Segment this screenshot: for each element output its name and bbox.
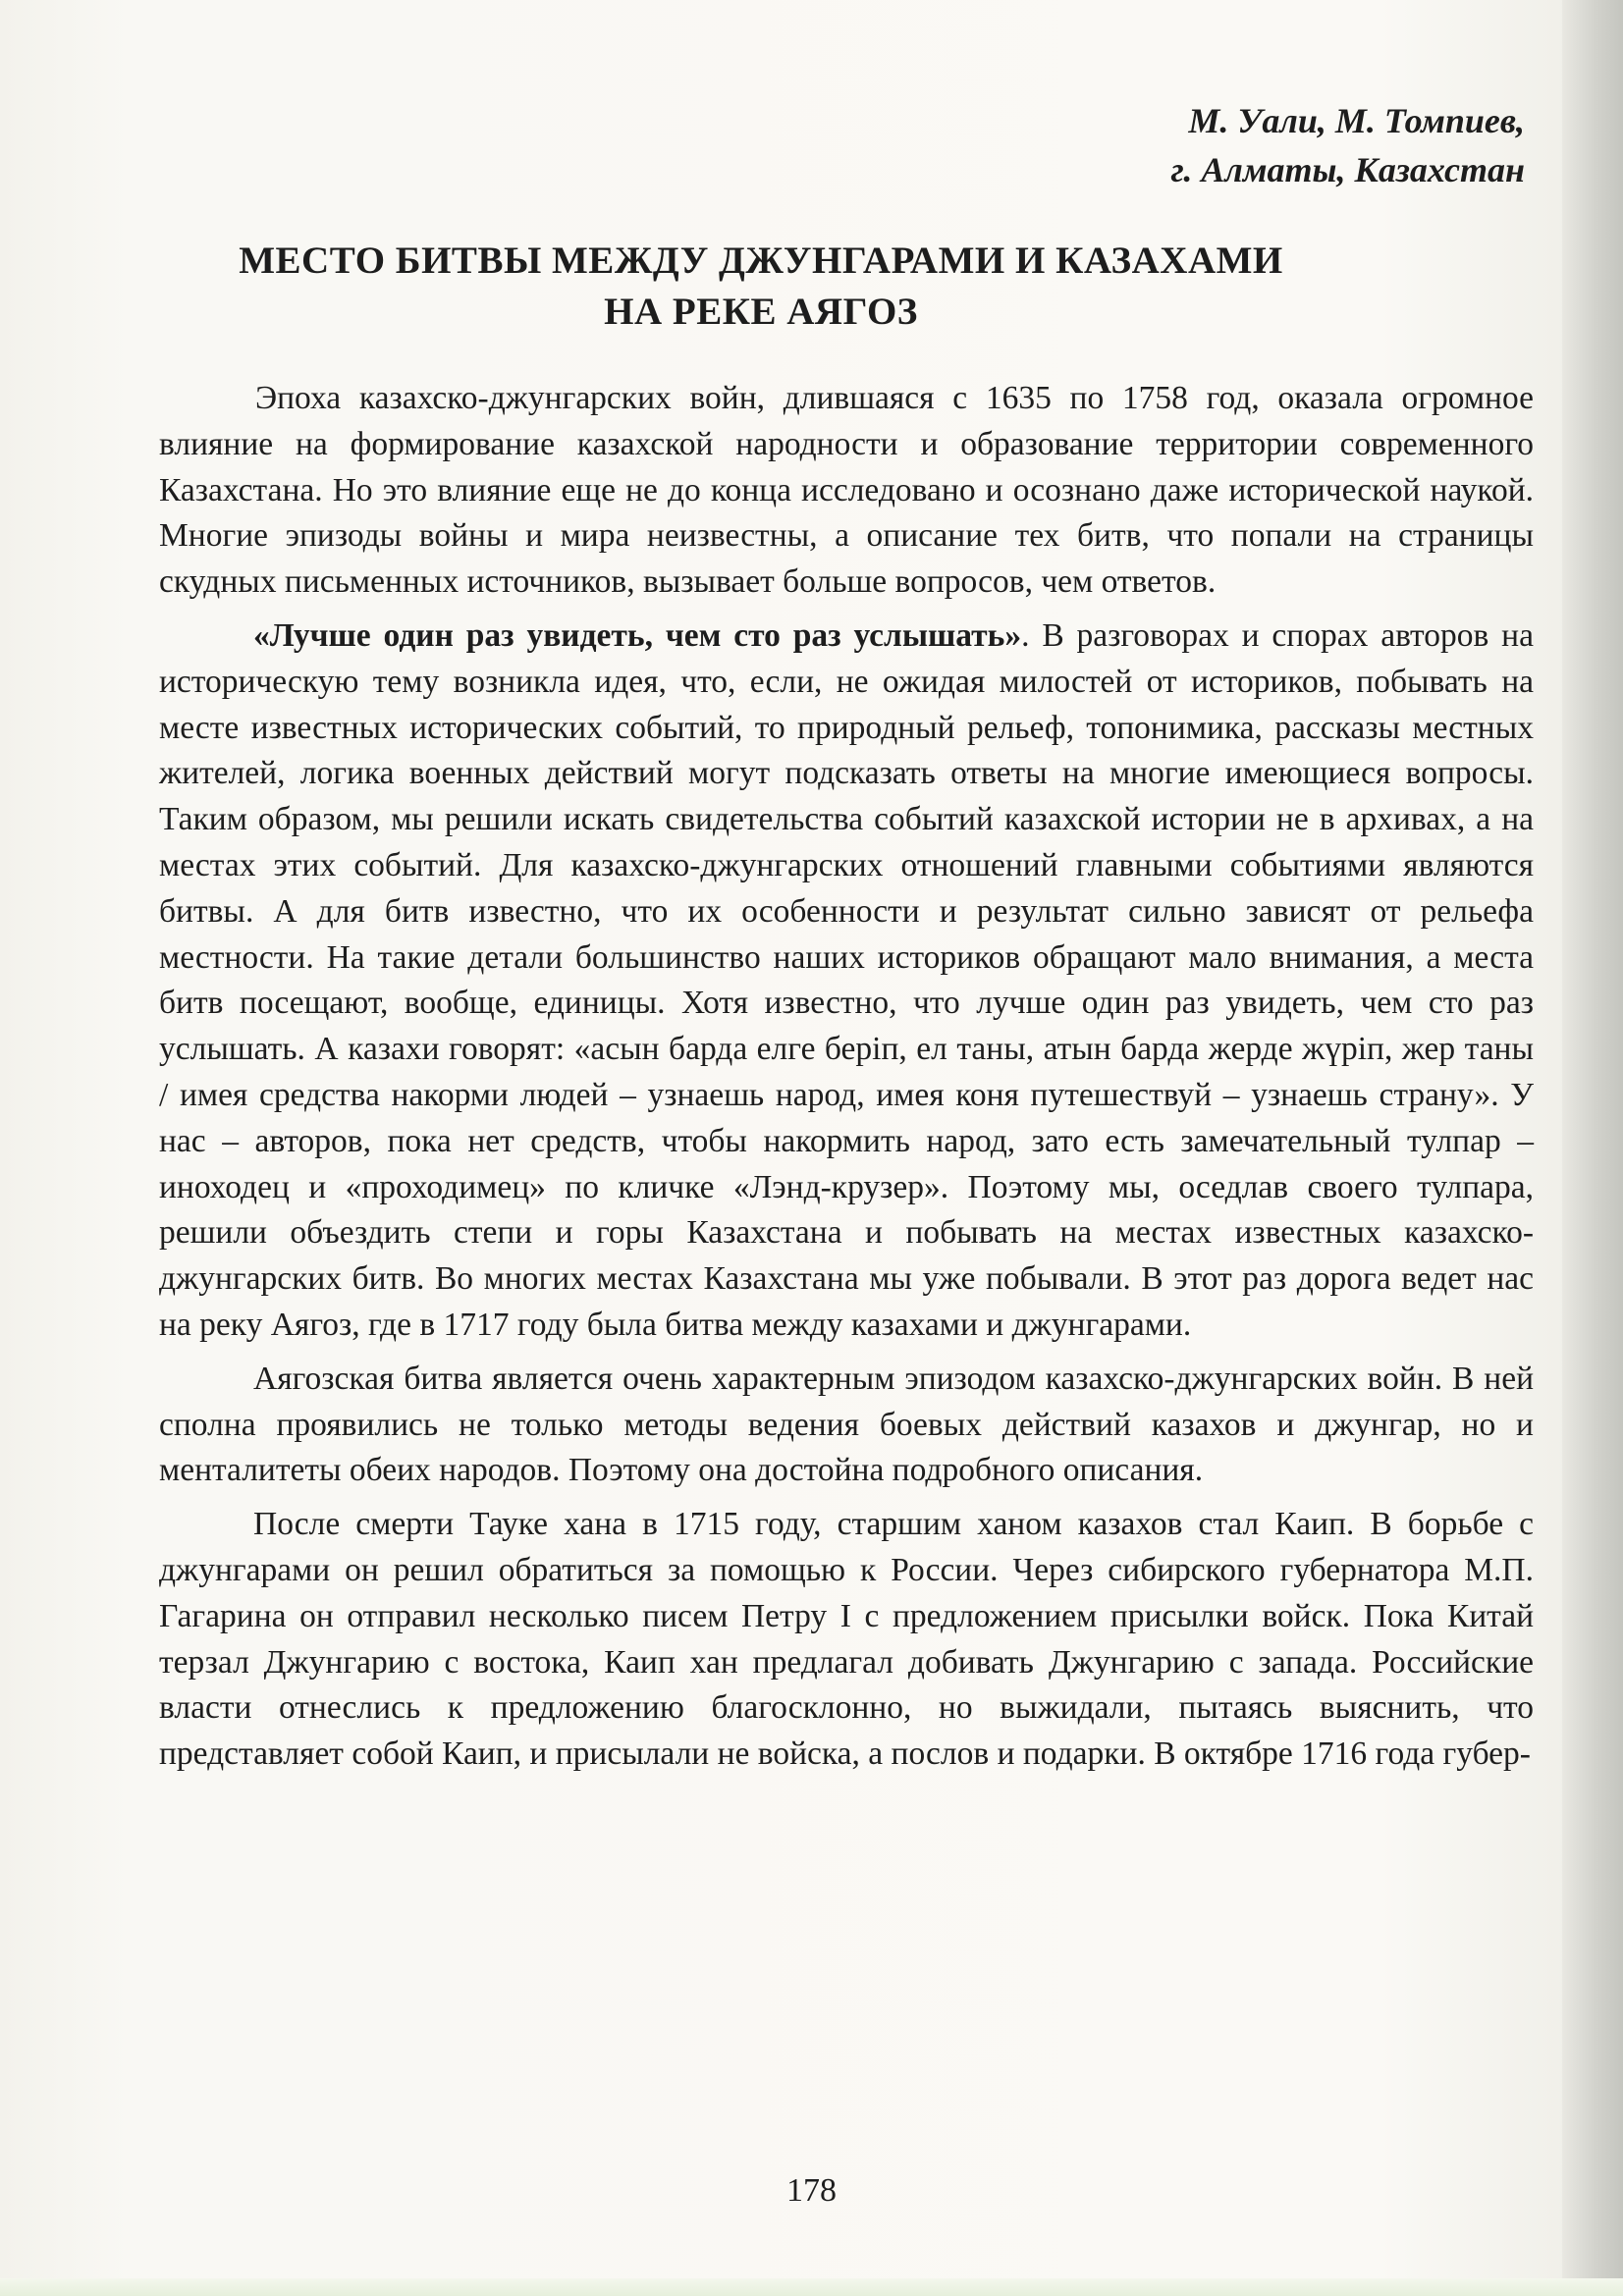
author-block bbox=[641, 96, 1525, 194]
article-body bbox=[159, 376, 1534, 1786]
paragraph-2-bold-quote: «Лучше один раз увидеть, чем сто раз услышать» bbox=[253, 616, 1022, 654]
article-title bbox=[196, 236, 1325, 338]
scan-bottom-strip bbox=[0, 2278, 1623, 2296]
page-number: 178 bbox=[786, 2172, 837, 2209]
paragraph-3: Аягозская битва является очень характерным эпизодом казахско-джунгарских войн. В ней сполна проявились не только методы ведения боевых действий казахов и джунгар, но и менталитеты обеих народов. Поэтому она достойна подробного описания. bbox=[159, 1360, 1534, 1489]
author-names: М. Уали, М. Томпиев, bbox=[1188, 101, 1525, 140]
paragraph-2-text: . В разговорах и спорах авторов на историческую тему возникла идея, что, если, не ожидая милостей от историков, побывать на месте известных исторических событий, то природный рельеф, топонимика, рассказы местных жителей, логика военных действий могут подсказать ответы на многие имеющиеся вопросы. Таким образом, мы решили искать свидетельства событий казахской истории не в архивах, а на местах этих событий. Для казахско-джунгарских отношений главными событиями являются битвы. А для битв известно, что их особенности и результат сильно зависят от рельефа местности. На такие детали большинство наших историков обращают мало внимания, а места битв посещают, вообще, единицы. Хотя известно, что лучше один раз увидеть, чем сто раз услышать. А казахи говорят: «асын барда елге беріп, ел таны, атын барда жерде жүріп, жер таны / имея средства накорми людей – узнаешь народ, имея коня путешествуй – узнаешь страну». У нас – авторов, пока нет средств, чтобы накормить народ, зато есть замечательный тулпар – иноходец и «проходимец» по кличке «Лэнд-крузер». Поэтому мы, оседлав своего тулпара, решили объездить степи и горы Казахстана и побывать на местах известных казахско-джунгарских битв. Во многих местах Казахстана мы уже побывали. В этот раз дорога ведет нас на реку Аягоз, где в 1717 году была битва между казахами и джунгарами. bbox=[159, 616, 1534, 1343]
title-line-2: НА РЕКЕ АЯГОЗ bbox=[604, 291, 918, 333]
page-edge-shadow bbox=[1562, 0, 1623, 2296]
paragraph-1: Эпоха казахско-джунгарских войн, длившаяся с 1635 по 1758 год, оказала огромное влияние на формирование казахской народности и образование территории современного Казахстана. Но это влияние еще не до конца исследовано и осознано даже исторической наукой. Многие эпизоды войны и мира неизвестны, а описание тех битв, что попали на страницы скудных письменных источников, вызывает больше вопросов, чем ответов. bbox=[159, 380, 1534, 601]
paragraph-2 bbox=[159, 614, 1534, 1349]
title-line-1: МЕСТО БИТВЫ МЕЖДУ ДЖУНГАРАМИ И КАЗАХАМИ bbox=[239, 240, 1283, 282]
paragraph-4: После смерти Тауке хана в 1715 году, старшим ханом казахов стал Каип. В борьбе с джунгарами он решил обратиться за помощью к России. Через сибирского губернатора М.П. Гагарина он отправил несколько писем Петру I с предложением присылки войск. Пока Китай терзал Джунгарию с востока, Каип хан предлагал добивать Джунгарию с запада. Российские власти отнеслись к предложению благосклонно, но выжидали, пытаясь выяснить, что представляет собой Каип, и присылали не войска, а послов и подарки. В октябре 1716 года губер- bbox=[159, 1506, 1534, 1773]
author-location: г. Алматы, Казахстан bbox=[1170, 150, 1525, 189]
